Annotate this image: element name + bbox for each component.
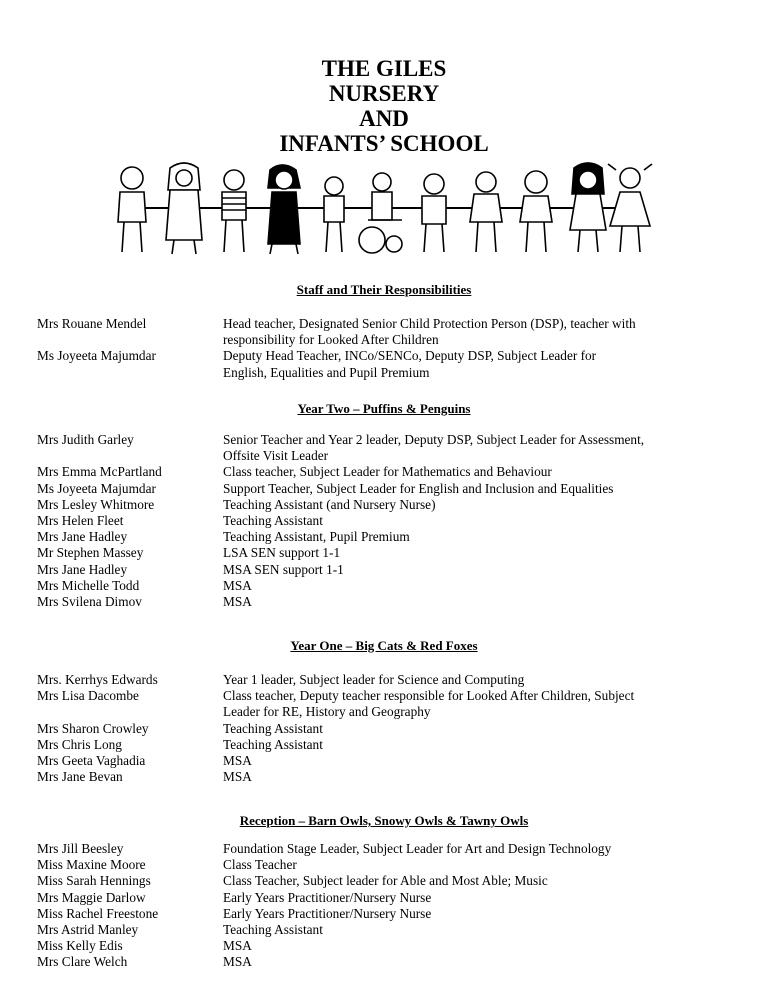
role-line: MSA [223,594,252,610]
staff-name: Miss Sarah Hennings [37,873,151,889]
section-heading: Reception – Barn Owls, Snowy Owls & Tawny Owls [239,813,529,828]
section-heading: Year Two – Puffins & Penguins [297,401,471,416]
staff-roles [223,316,743,381]
role-line: Teaching Assistant [223,922,323,938]
role-line: Class Teacher, Subject leader for Able and Most Able; Music [223,873,548,889]
role-line: Teaching Assistant [223,736,323,752]
child-figure [608,164,652,252]
child-figure [359,173,402,253]
child-figure [324,177,344,252]
role-line: MSA [223,769,252,785]
staff-names [37,316,217,365]
section-heading: Year One – Big Cats & Red Foxes [290,638,478,653]
role-line: Senior Teacher and Year 2 leader, Deputy DSP, Subject Leader for Assessment, [223,432,645,447]
child-figure [520,171,552,252]
staff-names [37,841,217,971]
school-title [0,56,768,156]
section-heading: Staff and Their Responsibilities [296,282,472,297]
children-holding-hands-icon [110,160,658,260]
staff-name: Miss Rachel Freestone [37,905,159,921]
staff-name: Mrs Michelle Todd [37,577,140,593]
staff-name: Mrs Geeta Vaghadia [37,753,146,768]
role-line: Head teacher, Designated Senior Child Protection Person (DSP), teacher with [223,316,636,331]
role-line: Class teacher, Deputy teacher responsible for Looked After Children, Subject [223,688,635,704]
role-line: Deputy Head Teacher, INCo/SENCo, Deputy DSP, Subject Leader for [223,348,597,364]
title-line: THE GILES [321,56,447,81]
staff-name: Mrs Rouane Mendel [37,316,147,331]
role-line: MSA [223,753,252,769]
title-line: AND [359,106,409,131]
role-line: Teaching Assistant, Pupil Premium [223,529,410,545]
staff-names [37,432,217,610]
staff-name: Mrs. Kerrhys Edwards [37,672,158,687]
child-figure [222,170,246,252]
spacer [37,448,217,464]
staff-name: Mrs Svilena Dimov [37,594,142,610]
role-line: MSA [223,577,252,593]
staff-name: Ms Joyeeta Majumdar [37,348,156,364]
spacer [37,332,217,348]
role-line: Offsite Visit Leader [223,448,329,464]
staff-name: Mrs Maggie Darlow [37,889,146,905]
role-line: Foundation Stage Leader, Subject Leader for Art and Design Technology [223,841,612,856]
staff-name: Mrs Jane Hadley [37,529,128,545]
staff-name: Mrs Helen Fleet [37,513,124,528]
staff-roles [223,672,743,785]
staff-name: Mrs Jane Bevan [37,769,123,785]
staff-name: Mrs Emma McPartland [37,464,162,480]
role-line: MSA [223,938,252,954]
role-line: MSA [223,954,252,970]
title-line: NURSERY [328,81,440,106]
staff-names [37,672,217,785]
child-figure [166,163,202,254]
role-line: Early Years Practitioner/Nursery Nurse [223,905,432,921]
staff-roles [223,432,743,610]
role-line: MSA SEN support 1-1 [223,561,344,577]
child-figure [470,172,502,252]
staff-name: Mrs Astrid Manley [37,922,139,938]
role-line: Year 1 leader, Subject leader for Science and Computing [223,672,525,687]
role-line: Teaching Assistant [223,513,323,529]
role-line: responsibility for Looked After Children [223,332,439,348]
role-line: Teaching Assistant (and Nursery Nurse) [223,496,436,512]
role-line: Leader for RE, History and Geography [223,704,431,720]
child-figure [422,174,446,252]
staff-name: Mrs Judith Garley [37,432,134,447]
spacer [37,704,217,720]
staff-name: Mrs Lesley Whitmore [37,496,155,512]
child-figure [570,163,606,252]
staff-name: Mrs Jill Beesley [37,841,124,856]
staff-name: Mrs Jane Hadley [37,561,128,577]
role-line: Class teacher, Subject Leader for Mathematics and Behaviour [223,464,552,480]
role-line: Support Teacher, Subject Leader for English and Inclusion and Equalities [223,480,614,496]
staff-name: Mrs Sharon Crowley [37,720,149,736]
staff-roles [223,841,743,971]
staff-name: Miss Kelly Edis [37,938,123,954]
child-figure [268,165,300,254]
child-figure [118,167,146,252]
staff-name: Ms Joyeeta Majumdar [37,480,156,496]
role-line: English, Equalities and Pupil Premium [223,364,430,380]
role-line: Teaching Assistant [223,720,323,736]
staff-name: Mrs Clare Welch [37,954,128,970]
staff-name: Mr Stephen Massey [37,545,144,561]
role-line: Class Teacher [223,857,297,873]
role-line: LSA SEN support 1-1 [223,545,341,561]
staff-name: Miss Maxine Moore [37,857,146,873]
staff-name: Mrs Lisa Dacombe [37,688,139,704]
staff-name: Mrs Chris Long [37,736,122,752]
role-line: Early Years Practitioner/Nursery Nurse [223,889,432,905]
title-line: INFANTS’ SCHOOL [279,131,489,156]
